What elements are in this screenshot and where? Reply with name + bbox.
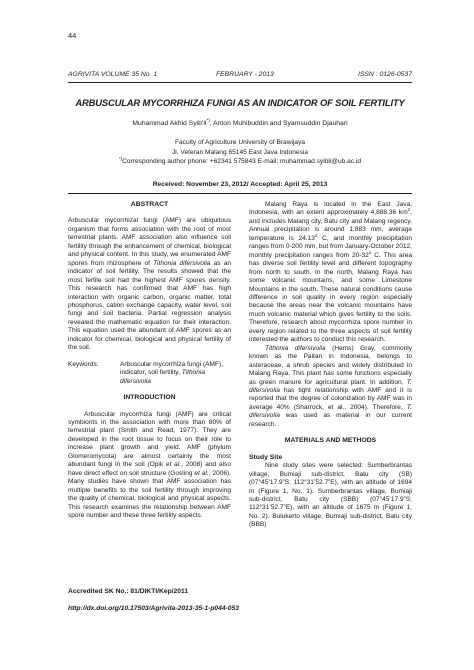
right-column <box>249 201 412 530</box>
intro-text-1: Arbuscular mycorrhiza fungi (AMF) are critical symbionts in the association with more than 80% of terrestrial plant (Smith and Read, 1977). They are developed in the root tissue to focus on their role to increase plant growth and yield. AMF (phylum Glomeromycota) are almost certainly the most abundant fungi in the soil (Opik <box>68 410 231 469</box>
author-list <box>68 117 412 127</box>
keywords-value <box>120 361 231 386</box>
received-accepted-dates: Received: November 23, 2012/ Accepted: April 25, 2013 <box>152 181 328 188</box>
introduction-heading: INTRODUCTION <box>123 394 176 402</box>
doi-link[interactable]: http://dx.doi.org/10.17503/Agrivita-2013-35-1-p044-053 <box>68 605 239 612</box>
malang-text-b: , and includes Malang city, Batu city and Malang regency. Annual precipitation is around 1,883 mm, average temperature is 24.13 <box>249 209 412 242</box>
affiliation-line-1: Faculty of Agriculture University of Brawijaya <box>174 139 306 146</box>
tithonia-text-a: (Hems) Gray, commonly known as the Paitan in Indonesia, belongs to asteraceae, a shrub species and widely distributed in Malang Raya. This plant has some functions especially as green manure for agricultural plant. In addition, <box>249 344 412 386</box>
tithonia-species-1: Tithonia difersivolia <box>265 344 326 352</box>
abstract-text-start: Arbuscular mycorrhizal fungi (AMF) are ubiquitous organism that forms association with the root of most terrestrial plants. AMF association also influence soil fertility through the enhancement of chemical, biological and physical content. In this study, we enumerated AMF spores from rhizosphere of <box>68 217 231 267</box>
study-site-paragraph: Nine study sites were selected: Sumberbrantas village, Bumiaji sub-district, Batu city (SB) (07°45’17.9”S; 112°31’52.7”E), with an altitude of 1694 m (Figure 1, No. 1). Sumberbrantas village, Bumiaji sub-district, Batu city (SBB) (07°45’17.9”S; 112°31’52.7”E), with an altitude of 1675 m (Figure 1, No. 2). Bulukerto village, Bumiaji sub-district, Batu city (BBB) <box>249 462 412 529</box>
running-head-date: FEBRUARY - 2013 <box>216 71 274 78</box>
affiliation-line-2: Jl. Veteran Malang 65145 East Java Indonesia <box>172 148 308 156</box>
received-rule <box>68 193 412 194</box>
abstract-heading: ABSTRACT <box>130 201 169 208</box>
malang-sup-3: o <box>368 249 372 255</box>
malang-sup-2: o <box>314 232 318 238</box>
affiliation <box>68 138 412 167</box>
intro-text-2: , 2008) and also have direct effect on soil structure (Gosling <box>68 461 231 477</box>
malang-sup-1: 2 <box>407 207 411 213</box>
keywords-species: Tithonia difersivolia <box>120 369 205 385</box>
malang-raya-paragraph <box>249 201 412 345</box>
tithonia-species-3: T. difersivolia <box>249 403 412 420</box>
corresponding-author-text: Corresponding author phone: +62341 575843 E-mail: muhammad.syibli@ub.ac.id <box>122 158 362 166</box>
intro-etal-1: et al. <box>165 461 182 469</box>
malang-text-c: C, and monthly precipitation ranges from 0-200 mm, but from January-October 2012, monthly precipitation ranges from 20-32 <box>249 234 412 259</box>
other-authors: , Anton Muhibuddin and Syamsuddin Djauhari <box>209 120 348 127</box>
keywords-label: Keywords: <box>68 360 99 368</box>
malang-text-d: C. This area has diverse soil fertility level and different topography from north to south. In the north, Malang Raya has some volcanic mountains, and some Limestone Mountains in the south. These natural conditions cause difference in soil quality in every region especially because the areas near the volcanic mountains have much volcanic material which gives fertility to the soils. Therefore, research about mycorrhiza spore number in every region related to the three aspects of soil fertility interested the authors to conduct this research. <box>249 251 412 344</box>
study-site-heading: Study Site <box>249 453 283 461</box>
tithonia-species-2: T. difersivolia <box>249 378 412 394</box>
keywords <box>68 361 231 386</box>
header-rule <box>68 82 412 83</box>
left-column <box>68 201 231 520</box>
corresponding-author-mark: *) <box>118 156 123 161</box>
abstract-body <box>68 217 231 352</box>
running-head-journal: AGRIVITA VOLUME 35 No. 1 <box>68 71 158 78</box>
running-head-issn: ISSN : 0126-0537 <box>357 71 412 78</box>
first-author: Muhammad Akhid Syib’li <box>132 120 207 127</box>
abstract-text-end: as an indicator of soil fertility. The results showed that the most fertile soil had the highest AMF spores density. This research has confirmed that AMF has high interaction with organic carbon, organic matter, total phosphorus, cation exchange capacity, water level, soil fungi and soil bacteria. Partial regression analysis revealed the mathematic equation for their interaction. This equation used the abundant of AMF spores as an indicator for chemical, biological and physical fertility of the soil. <box>68 259 231 352</box>
malang-text-a: Malang Raya is located in the East Java, Indonesia, with an extent approximately 4,888.36 km <box>249 201 412 217</box>
tithonia-text-b: has tight relationship with AMF and it is reported that the degree of colonization by AMF was in average 40% (Sharrock, et al., 2004). Therefore, <box>249 386 412 411</box>
abstract-species: Tithonia difersivolia <box>153 259 211 267</box>
accreditation-note: Accredited SK No.: 81/DIKTI/Kep/2011 <box>68 588 189 595</box>
corresponding-mark: *) <box>206 117 210 123</box>
introduction-paragraph <box>68 411 231 521</box>
intro-text-3: , 2006). Many studies have shown that AMF association has multiple benefits to the soil fertility through improving the quality of chemical, biological and physical aspects. This research examines the relationship between AMF spore number and these three fertility aspects. <box>68 469 231 519</box>
methods-heading: MATERIALS AND METHODS <box>284 437 377 445</box>
article-title: ARBUSCULAR MYCORRHIZA FUNGI AS AN INDICATOR OF SOIL FERTILITY <box>75 97 405 108</box>
keywords-text: Arbuscular mycorrhiza fungi (AMF), indicator, soil fertility, <box>120 360 223 377</box>
page-number: 44 <box>68 31 77 40</box>
tithonia-paragraph <box>249 345 412 430</box>
corresponding-author <box>68 157 412 167</box>
intro-etal-2: et al. <box>194 469 209 477</box>
tithonia-text-c: was used as material in our current research. <box>249 412 412 428</box>
